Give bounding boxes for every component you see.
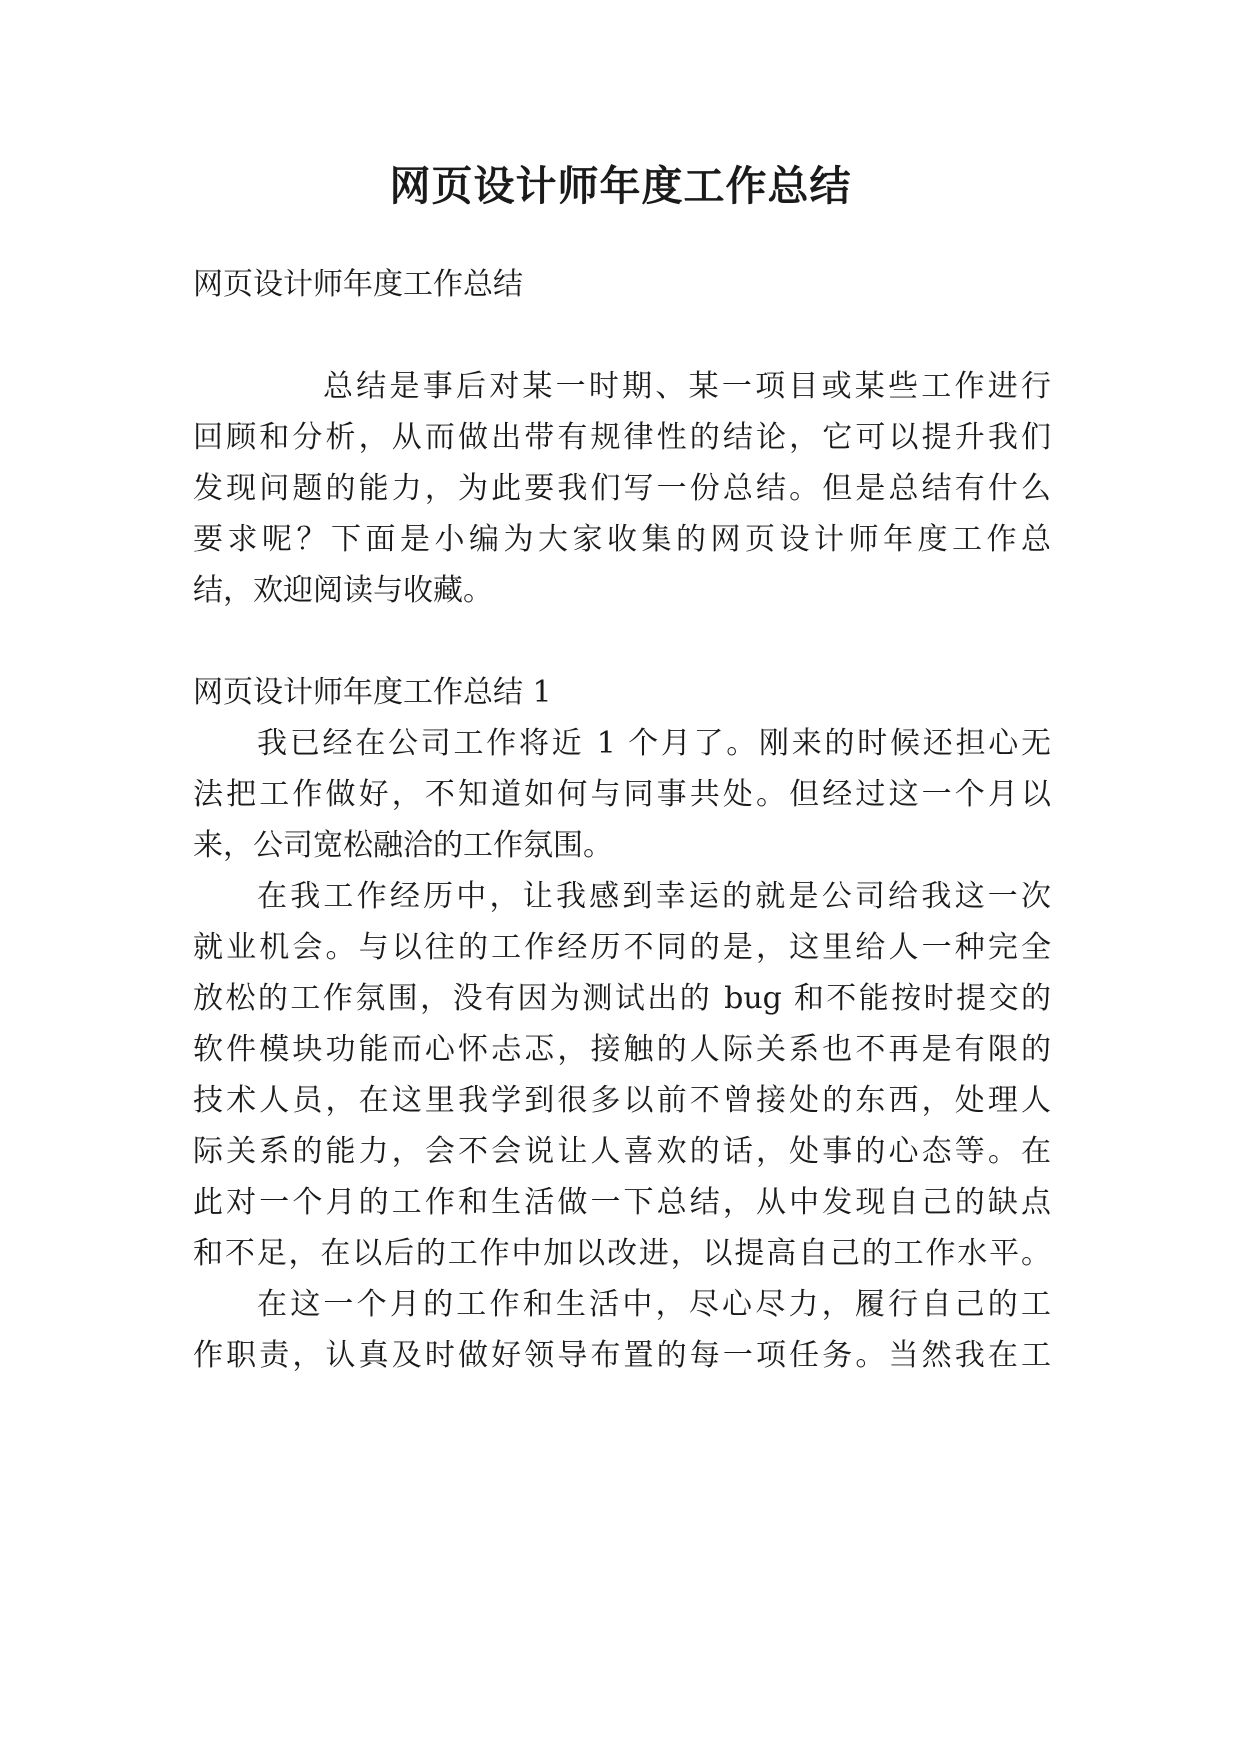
paragraph-line: 此对一个月的工作和生活做一下总结，从中发现自己的缺点 <box>193 1185 1051 1220</box>
paragraph-line: 和不足，在以后的工作中加以改进，以提高自己的工作水平。 <box>193 1236 1051 1271</box>
paragraph-line: 际关系的能力，会不会说让人喜欢的话，处事的心态等。在 <box>193 1134 1051 1169</box>
paragraph-line: 法把工作做好，不知道如何与同事共处。但经过这一个月以 <box>193 777 1051 812</box>
paragraph-line: 放松的工作氛围，没有因为测试出的 bug 和不能按时提交的 <box>193 981 1051 1016</box>
paragraph-line: 在我工作经历中，让我感到幸运的就是公司给我这一次 <box>257 879 1051 914</box>
paragraph-line: 来，公司宽松融洽的工作氛围。 <box>193 828 613 863</box>
paragraph-line: 软件模块功能而心怀忐忑，接触的人际关系也不再是有限的 <box>193 1032 1051 1067</box>
paragraph-line: 技术人员，在这里我学到很多以前不曾接处的东西，处理人 <box>193 1083 1051 1118</box>
paragraph-line: 我已经在公司工作将近 1 个月了。刚来的时候还担心无 <box>257 726 1051 761</box>
intro-line: 结，欢迎阅读与收藏。 <box>193 573 493 608</box>
section-heading: 网页设计师年度工作总结 1 <box>193 675 552 710</box>
document-title: 网页设计师年度工作总结 <box>389 162 852 210</box>
intro-line: 回顾和分析，从而做出带有规律性的结论，它可以提升我们 <box>193 420 1051 455</box>
document-subtitle: 网页设计师年度工作总结 <box>193 267 523 302</box>
paragraph-line: 作职责，认真及时做好领导布置的每一项任务。当然我在工 <box>193 1338 1051 1373</box>
paragraph-line: 在这一个月的工作和生活中，尽心尽力，履行自己的工 <box>257 1287 1051 1322</box>
intro-line: 要求呢？下面是小编为大家收集的网页设计师年度工作总 <box>193 522 1051 557</box>
intro-line: 总结是事后对某一时期、某一项目或某些工作进行 <box>323 369 1051 404</box>
paragraph-line: 就业机会。与以往的工作经历不同的是，这里给人一种完全 <box>193 930 1051 965</box>
intro-line: 发现问题的能力，为此要我们写一份总结。但是总结有什么 <box>193 471 1051 506</box>
